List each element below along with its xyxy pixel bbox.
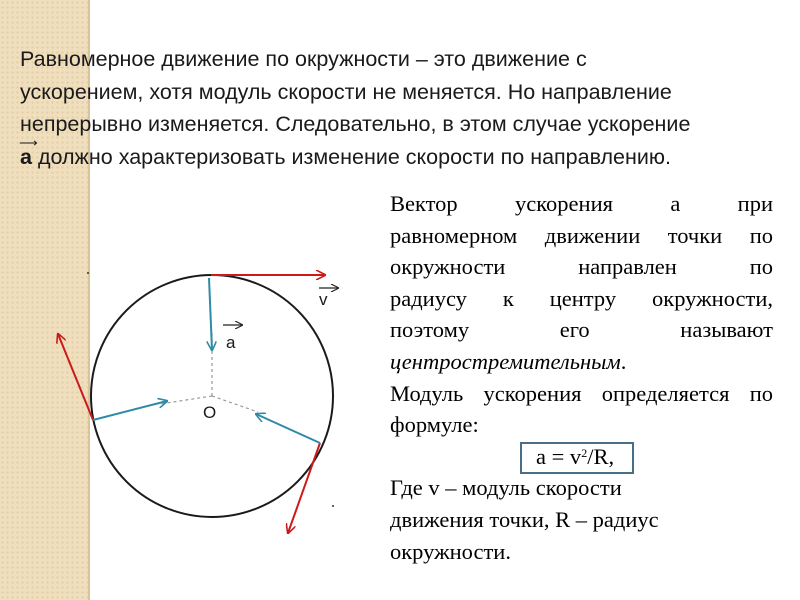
- modulus-text: Модуль ускорения определяется по формуле:: [390, 380, 773, 438]
- right-line-5: поэтому его называют: [390, 317, 773, 343]
- right-line-4: радиусу к центру окружности,: [390, 285, 773, 311]
- where-line-2: движения точки, R – радиус: [390, 506, 659, 532]
- intro-line-4-text: должно характеризовать изменение скорости по направлению.: [31, 144, 671, 169]
- intro-line-1: Равномерное движение по окружности – это движение с: [20, 47, 587, 71]
- right-line-6: центростремительным.: [390, 348, 627, 374]
- acceleration-label: a: [226, 333, 236, 352]
- where-line-3: окружности.: [390, 538, 511, 564]
- dot-mark: [87, 272, 89, 274]
- intro-line-2: ускорением, хотя модуль скорости не меняется. Но направление: [20, 79, 672, 104]
- right-line-2: равномерном движении точки по: [390, 222, 773, 248]
- vector-arrow-icon: ⟶: [19, 134, 38, 150]
- where-line-1: Где v – модуль скорости: [390, 475, 622, 501]
- right-line-1: Вектор ускорения а при: [390, 191, 773, 216]
- centripetal-term: центростремительным: [390, 348, 621, 374]
- acceleration-vector-right: [256, 414, 320, 443]
- velocity-label: v: [319, 290, 328, 309]
- velocity-vector-right: [288, 443, 320, 533]
- radius-dash-right: [212, 396, 258, 412]
- acceleration-symbol: ⟶ а: [19, 134, 38, 169]
- center-label: O: [203, 403, 217, 422]
- formula-box: $а = v^2/R$,: [520, 442, 634, 474]
- acceleration-vector-left: [93, 401, 167, 420]
- intro-line-3: непрерывно изменяется. Следовательно, в этом случае ускорение: [20, 112, 691, 136]
- right-line-3: окружности направлен по: [390, 254, 773, 280]
- velocity-vector-left: [58, 334, 93, 420]
- dot-mark: [332, 505, 334, 507]
- acceleration-vector-top: [209, 278, 212, 350]
